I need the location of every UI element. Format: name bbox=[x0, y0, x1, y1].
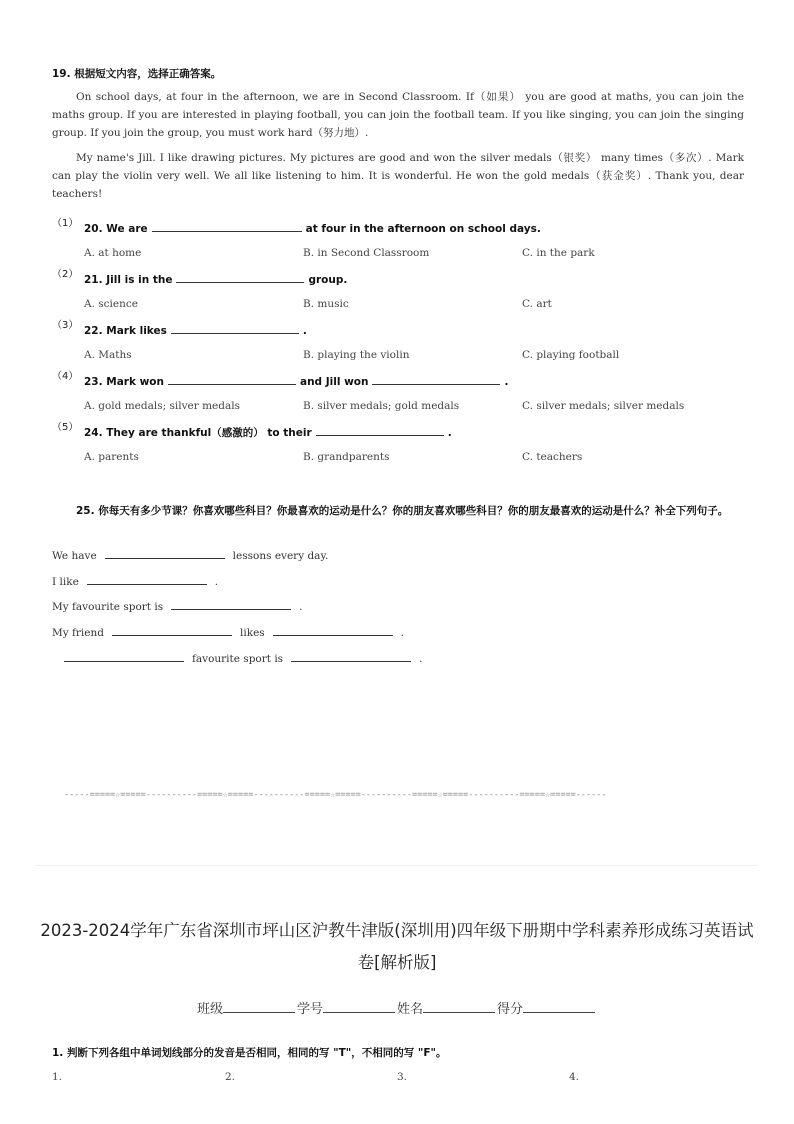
answer-blank[interactable] bbox=[152, 221, 302, 232]
option-a[interactable]: A. parents bbox=[84, 451, 139, 463]
passage-paragraph-2: My name's Jill. I like drawing pictures. My pictures are good and won the silver medals（银奖） many times（多次）. Mark can play the violin very well. We all like listening to him. It is wonderful. He won the gold medals（获金奖）. Thank you, dear teachers! bbox=[52, 152, 744, 200]
fill-text: likes bbox=[239, 627, 265, 639]
question-22-stem bbox=[84, 323, 307, 337]
question-21-stem bbox=[84, 272, 347, 286]
stem-text: 20. We are bbox=[84, 223, 148, 235]
question-25-title: 25. 你每天有多少节课？你喜欢哪些科目？你最喜欢的运动是什么？你的朋友喜欢哪些科目？你的朋友最喜欢的运动是什么？补全下列句子。 bbox=[76, 505, 729, 517]
option-a[interactable]: A. at home bbox=[84, 247, 142, 259]
option-c[interactable]: C. silver medals; silver medals bbox=[522, 400, 685, 412]
sub-question-number: （5） bbox=[52, 422, 79, 433]
option-b[interactable]: B. playing the violin bbox=[303, 349, 410, 361]
question-23-stem bbox=[84, 374, 508, 388]
section-separator: -----=====☆=====----------=====☆=====----------=====☆=====----------=====☆=====----------=====☆=====------ bbox=[64, 790, 607, 800]
fill-text: lessons every day. bbox=[232, 550, 329, 562]
score-label: 得分 bbox=[497, 1002, 524, 1017]
score-field[interactable] bbox=[523, 1000, 595, 1013]
stem-text: at four in the afternoon on school days. bbox=[305, 223, 541, 235]
fill-text: My favourite sport is bbox=[52, 601, 164, 613]
question-20-stem bbox=[84, 221, 541, 235]
name-field[interactable] bbox=[423, 1000, 495, 1013]
fill-line-5 bbox=[56, 651, 422, 665]
answer-blank[interactable] bbox=[87, 574, 207, 585]
passage-paragraph-1: On school days, at four in the afternoon, we are in Second Classroom. If（如果） you are good at maths, you can join the maths group. If you are interested in playing football, you can join the football team. If you like singing, you can join the singing group. If you join the group, you must work hard（努力地）. bbox=[52, 91, 744, 139]
stem-text: . bbox=[504, 376, 509, 388]
fill-line-4 bbox=[52, 625, 404, 639]
answer-blank[interactable] bbox=[176, 272, 304, 283]
answer-blank[interactable] bbox=[273, 625, 393, 636]
fill-text: . bbox=[400, 627, 405, 639]
option-c[interactable]: C. in the park bbox=[522, 247, 595, 259]
option-a[interactable]: A. gold medals; silver medals bbox=[84, 400, 240, 412]
option-a[interactable]: A. science bbox=[84, 298, 138, 310]
class-label: 班级 bbox=[196, 1002, 223, 1017]
document-title: 2023-2024学年广东省深圳市坪山区沪教牛津版(深圳用)四年级下册期中学科素养形成练习英语试卷[解析版] bbox=[40, 921, 754, 972]
sub-question-number: （2） bbox=[52, 269, 79, 280]
stem-text: 22. Mark likes bbox=[84, 325, 167, 337]
q1-item-1: 1. bbox=[52, 1071, 63, 1083]
fill-text: I like bbox=[52, 576, 79, 588]
option-c[interactable]: C. playing football bbox=[522, 349, 620, 361]
sub-question-number: （3） bbox=[52, 320, 79, 331]
option-c[interactable]: C. teachers bbox=[522, 451, 583, 463]
sub-question-number: （4） bbox=[52, 371, 79, 382]
sub-question-number: （1） bbox=[52, 218, 79, 229]
answer-blank[interactable] bbox=[372, 374, 500, 385]
fill-text: My friend bbox=[52, 627, 104, 639]
fill-line-1 bbox=[52, 548, 328, 562]
option-b[interactable]: B. grandparents bbox=[303, 451, 390, 463]
option-b[interactable]: B. silver medals; gold medals bbox=[303, 400, 460, 412]
stem-text: . bbox=[302, 325, 307, 337]
fill-text: We have bbox=[52, 550, 97, 562]
answer-blank[interactable] bbox=[64, 651, 184, 662]
question-19-title: 19. 根据短文内容，选择正确答案。 bbox=[52, 68, 222, 80]
fill-text: . bbox=[419, 653, 423, 665]
stem-text: 23. Mark won bbox=[84, 376, 164, 388]
answer-blank[interactable] bbox=[168, 374, 296, 385]
id-field[interactable] bbox=[323, 1000, 395, 1013]
answer-blank[interactable] bbox=[316, 425, 444, 436]
page-divider bbox=[36, 865, 758, 866]
q1-item-2: 2. bbox=[225, 1071, 236, 1083]
stem-text: 24. They are thankful（感激的） to their bbox=[84, 427, 312, 439]
fill-text: . bbox=[299, 601, 303, 613]
stem-text: and Jill won bbox=[300, 376, 369, 388]
question-1-title: 1. 判断下列各组中单词划线部分的发音是否相同，相同的写 "T"，不相同的写 "F"。 bbox=[52, 1047, 447, 1059]
stem-text: 21. Jill is in the bbox=[84, 274, 173, 286]
stem-text: group. bbox=[308, 274, 348, 286]
option-a[interactable]: A. Maths bbox=[84, 349, 132, 361]
stem-text: . bbox=[447, 427, 452, 439]
answer-blank[interactable] bbox=[171, 599, 291, 610]
name-label: 姓名 bbox=[397, 1002, 424, 1017]
option-b[interactable]: B. in Second Classroom bbox=[303, 247, 430, 259]
question-24-stem bbox=[84, 425, 452, 440]
answer-blank[interactable] bbox=[105, 548, 225, 559]
id-label: 学号 bbox=[296, 1002, 323, 1017]
fill-text: . bbox=[214, 576, 219, 588]
fill-text: favourite sport is bbox=[192, 653, 284, 665]
q1-item-4: 4. bbox=[569, 1071, 580, 1083]
answer-blank[interactable] bbox=[291, 651, 411, 662]
student-info-line bbox=[0, 998, 794, 1017]
fill-line-2 bbox=[52, 574, 218, 588]
class-field[interactable] bbox=[223, 1000, 295, 1013]
fill-line-3 bbox=[52, 599, 302, 613]
answer-blank[interactable] bbox=[171, 323, 299, 334]
q1-item-3: 3. bbox=[397, 1071, 408, 1083]
answer-blank[interactable] bbox=[112, 625, 232, 636]
option-b[interactable]: B. music bbox=[303, 298, 349, 310]
option-c[interactable]: C. art bbox=[522, 298, 552, 310]
